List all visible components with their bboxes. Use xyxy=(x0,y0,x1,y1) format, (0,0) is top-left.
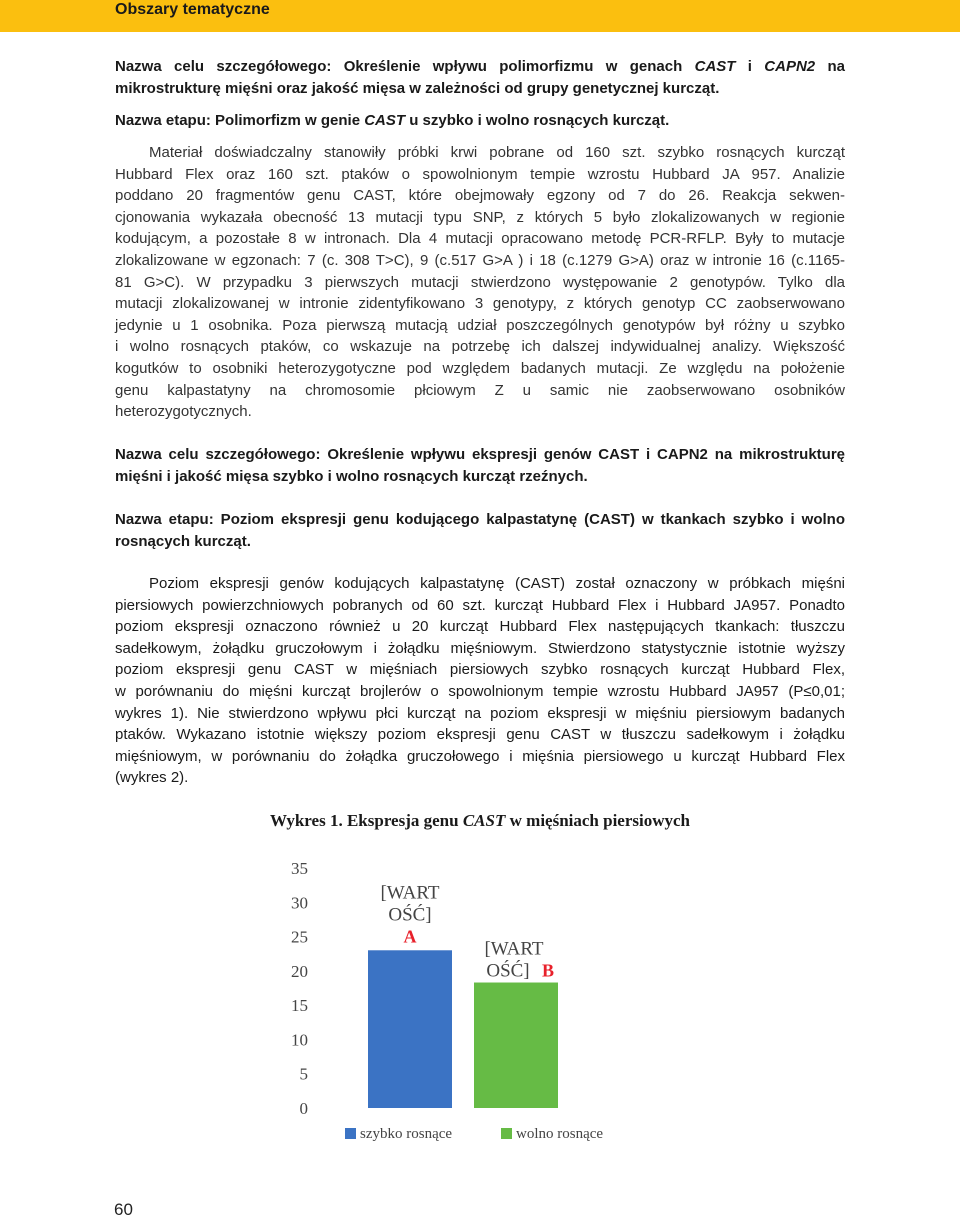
section1-body-line: jedynie u 1 osobnika. Poza pierwszą mutacją udział poszczególnych genotypów był różny u szybko xyxy=(115,316,845,334)
section1-body-line: mutacji zlokalizowanej w intronie zidentyfikowano 3 genotypy, z których genotyp CC zaobserwowano xyxy=(115,295,845,313)
data-label-letter: A xyxy=(403,926,417,947)
data-label: OŚĆ] xyxy=(388,904,432,926)
section1-body-line: genu kalpastatyny na chromosomie płciowym Z u samic nie zaobserwowano osobników xyxy=(115,381,845,399)
y-tick-label: 30 xyxy=(291,893,308,913)
chart-caption: Wykres 1. Ekspresja genu CAST w mięśniach piersiowych xyxy=(269,811,691,830)
data-label: OŚĆ] xyxy=(486,960,530,982)
section2-body-line: poziom ekspresji oznaczono również u 20 kurcząt Hubbard Flex następujących tkankach: tłuszczu xyxy=(115,618,845,636)
data-label-letter: B xyxy=(541,960,555,981)
section2-body-line: wykres 1). Nie stwierdzono wpływu płci kurcząt na poziom ekspresji w mięśniu piersiowym badanych xyxy=(115,704,845,722)
legend-swatch-wolno xyxy=(501,1128,512,1139)
y-tick-label: 0 xyxy=(299,1099,308,1118)
section1-body-line: kogutków to osobniki heterozygotyczne pod względem badanych mutacji. Ze względu na położenie xyxy=(115,359,845,377)
section2-body-line: poziom ekspresji genu CAST w mięśniach piersiowych szybko rosnących kurcząt Hubbard Flex, xyxy=(115,661,845,679)
legend-swatch-szybko xyxy=(345,1128,356,1139)
section2-stage xyxy=(115,509,845,552)
section2-body-line: piersiowych powierzchniowych pobranych od 60 szt. kurcząt Hubbard Flex i Hubbard JA957. Ponadto xyxy=(115,596,845,614)
section1-body-line: Hubbard Flex oraz 160 szt. ptaków o spowolnionym tempie wzrostu Hubbard JA 957. Analizie xyxy=(115,165,845,183)
section2-goal xyxy=(115,444,845,487)
data-label: [WART xyxy=(484,938,544,960)
y-tick-label: 10 xyxy=(291,1030,308,1050)
bar-1 xyxy=(368,950,452,1108)
bar-2 xyxy=(474,983,558,1108)
section1-goal-line-1: Nazwa celu szczegółowego: Określenie wpływu polimorfizmu w genach CAST i CAPN2 na xyxy=(115,58,845,75)
section1-body-line: cjonowania wykazała obecność 13 mutacji typu SNP, z których 5 było zlokalizowanych w regionie xyxy=(115,208,845,226)
section1-body xyxy=(115,142,845,423)
section1-body-line: poddano 20 fragmentów genu CAST, które obejmowały egzony od 7 do 26. Reakcja sekwen- xyxy=(115,187,845,205)
header-title: Obszary tematyczne xyxy=(115,1,270,18)
section2-body xyxy=(115,573,845,789)
section2-body-line: w porównaniu do mięśni kurcząt brojlerów o spowolnionym tempie wzrostu Hubbard JA957 (P≤0,01; xyxy=(115,682,845,700)
section1-stage: Nazwa etapu: Polimorfizm w genie CAST u szybko i wolno rosnących kurcząt. xyxy=(115,112,670,129)
section1-body-line: zlokalizowane w egzonach: 7 (c. 308 T>C), 9 (c.517 G>A ) i 18 (c.1279 G>A) oraz w intronie 16 (c.1165- xyxy=(115,251,845,269)
section2-goal-line: mięśni i jakość mięsa szybko i wolno rosnących kurcząt rzeźnych. xyxy=(115,467,588,485)
legend-label: szybko rosnące xyxy=(360,1126,453,1142)
section1-body-line: i wolno rosnących ptaków, co wskazuje na potrzebę ich dalszej indywidualnej analizy. Większość xyxy=(115,338,845,356)
section2-goal-line: Nazwa celu szczegółowego: Określenie wpływu ekspresji genów CAST i CAPN2 na mikrostrukturę xyxy=(115,446,845,463)
data-label: [WART xyxy=(380,882,440,904)
bar-chart xyxy=(270,840,670,1160)
y-tick-label: 5 xyxy=(299,1064,308,1084)
legend-label: wolno rosnące xyxy=(516,1126,604,1142)
page-number: 60 xyxy=(114,1200,133,1219)
y-tick-label: 20 xyxy=(291,961,308,981)
section2-stage-line: Nazwa etapu: Poziom ekspresji genu kodującego kalpastatynę (CAST) w tkankach szybko i wolno xyxy=(115,511,845,528)
section1-goal-line-2: mikrostrukturę mięśni oraz jakość mięsa w zależności od grupy genetycznej kurcząt. xyxy=(115,79,720,97)
section2-body-line: (wykres 2). xyxy=(115,769,189,787)
y-tick-label: 35 xyxy=(291,859,308,878)
section2-body-line: ptaków. Wykazano istotnie większy poziom ekspresji genu CAST w tłuszczu sadełkowym i żołądku xyxy=(115,726,845,744)
section1-body-line: kodującym, a pozostałe 8 w intronach. Dla 4 mutacji opracowano metodę PCR-RFLP. Były to mutacje xyxy=(115,230,845,248)
section1-goal xyxy=(115,56,845,99)
section2-body-line: sadełkowym, żołądku gruczołowym i żołądku mięśniowym. Stwierdzono statystycznie istotnie wyższy xyxy=(115,639,845,657)
section1-body-line: Materiał doświadczalny stanowiły próbki krwi pobrane od 160 szt. szybko rosnących kurcząt xyxy=(149,144,845,161)
y-tick-label: 15 xyxy=(291,996,308,1016)
section2-stage-line: rosnących kurcząt. xyxy=(115,532,251,550)
y-tick-label: 25 xyxy=(291,927,308,947)
section1-body-line: 81 G>C). W przypadku 3 pierwszych mutacji stwierdzono występowanie 2 genotypów. Tylko dla xyxy=(115,273,845,291)
section2-body-line: Poziom ekspresji genów kodujących kalpastatynę (CAST) został oznaczony w próbkach mięśni xyxy=(149,575,845,592)
section1-body-line: heterozygotycznych. xyxy=(115,403,252,421)
section2-body-line: mięśniowym, w porównaniu do żołądka gruczołowego i mięśnia piersiowego u kurcząt Hubbard Flex xyxy=(115,747,845,765)
